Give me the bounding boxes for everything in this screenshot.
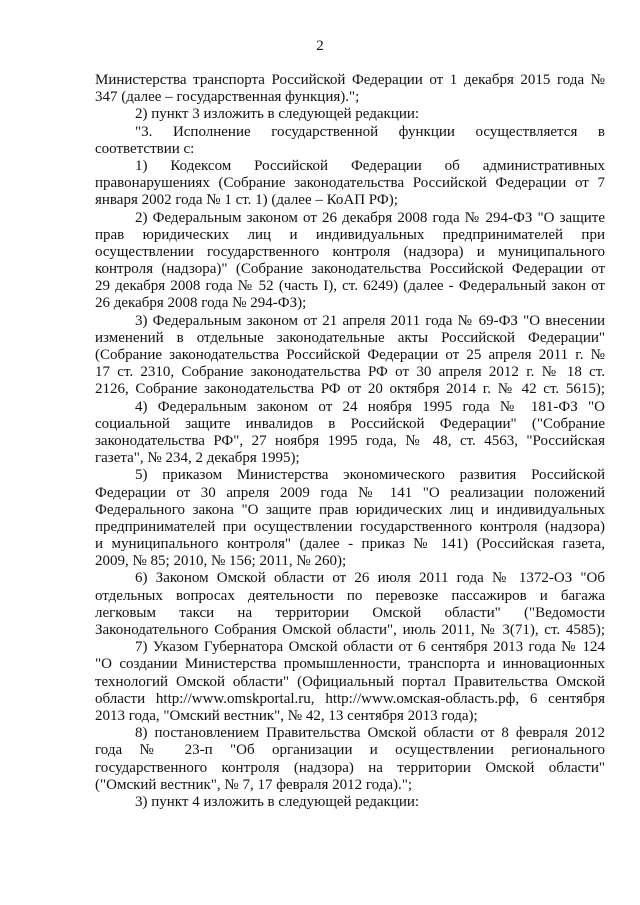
text-line: 3) Федеральным законом от 21 апреля 2011 года № 69-ФЗ "О внесении — [135, 312, 605, 329]
text-line: соответствии с: — [95, 140, 195, 157]
text-line: января 2002 года № 1 ст. 1) (далее – КоАП РФ); — [95, 192, 398, 209]
text-line: области http://www.omskportal.ru, http://www.омская-область.рф, 6 сентября — [95, 690, 605, 707]
text-line: 347 (далее – государственная функция)."; — [95, 89, 360, 106]
text-line: 3) пункт 4 изложить в следующей редакции: — [135, 793, 420, 810]
text-line: 2) Федеральным законом от 26 декабря 2008 года № 294-ФЗ "О защите — [135, 209, 605, 226]
text-line: отдельных вопросах деятельности по перевозке пассажиров и багажа — [95, 587, 605, 604]
text-line: социальной защите инвалидов в Российской Федерации" ("Собрание — [95, 415, 605, 432]
text-line: 2013 года, "Омский вестник", № 42, 13 сентября 2013 года); — [95, 707, 478, 724]
text-line: предпринимателей при осуществлении государственного контроля (надзора) — [95, 518, 605, 535]
text-line: 2126, Собрание законодательства РФ от 20 октября 2014 г. № 42 ст. 5615); — [95, 381, 605, 398]
text-line: 4) Федеральным законом от 24 ноября 1995 года № 181-ФЗ "О — [135, 398, 605, 415]
text-line: 2009, № 85; 2010, № 156; 2011, № 260); — [95, 553, 347, 570]
text-line: ("Омский вестник", № 7, 17 февраля 2012 года)."; — [95, 776, 413, 793]
text-line: 1) Кодексом Российской Федерации об административных — [135, 157, 605, 174]
text-line: и муниципального контроля" (далее - приказ № 141) (Российская газета, — [95, 536, 605, 553]
text-line: 17 ст. 2310, Собрание законодательства РФ от 30 апреля 2012 г. № 18 ст. — [95, 364, 605, 381]
text-line: 5) приказом Министерства экономического развития Российской — [135, 467, 605, 484]
text-line: легковым такси на территории Омской области" ("Ведомости — [95, 604, 605, 621]
text-line: законодательства РФ", 27 ноября 1995 года, № 48, ст. 4563, "Российская — [95, 432, 605, 449]
document-body — [95, 72, 605, 811]
text-line: 8) постановлением Правительства Омской области от 8 февраля 2012 — [135, 725, 605, 742]
text-line: года № 23-п "Об организации и осуществлении регионального — [95, 742, 605, 759]
text-line: газета", № 234, 2 декабря 1995); — [95, 450, 300, 467]
text-line: технологий Омской области" (Официальный портал Правительства Омской — [95, 673, 605, 690]
text-line: "О создании Министерства промышленности, транспорта и инновационных — [95, 656, 605, 673]
text-line: 7) Указом Губернатора Омской области от 6 сентября 2013 года № 124 — [135, 639, 605, 656]
text-line: (Собрание законодательства Российской Федерации от 25 апреля 2011 г. № — [95, 347, 605, 363]
text-line: 2) пункт 3 изложить в следующей редакции: — [135, 106, 420, 123]
text-line: 6) Законом Омской области от 26 июля 2011 года № 1372-ОЗ "Об — [135, 570, 605, 587]
text-line: Федерального закона "О защите прав юридических лиц и индивидуальных — [95, 501, 605, 518]
text-line: 29 декабря 2008 года № 52 (часть I), ст. 6249) (далее - Федеральный закон от — [95, 278, 605, 295]
text-line: правонарушениях (Собрание законодательства Российской Федерации от 7 — [95, 175, 605, 192]
text-line: осуществлении государственного контроля (надзора) и муниципального — [95, 243, 605, 260]
text-line: прав юридических лиц и индивидуальных предпринимателей при — [95, 226, 605, 243]
text-line: контроля (надзора)" (Собрание законодательства Российской Федерации от — [95, 261, 605, 278]
text-line: Законодательного Собрания Омской области", июль 2011, № 3(71), ст. 4585); — [95, 622, 605, 638]
text-line: "3. Исполнение государственной функции осуществляется в — [135, 123, 605, 140]
text-line: Федерации от 30 апреля 2009 года № 141 "О реализации положений — [95, 484, 605, 501]
text-line: Министерства транспорта Российской Федерации от 1 декабря 2015 года № — [95, 72, 605, 88]
text-line: 26 декабря 2008 года № 294-ФЗ); — [95, 295, 307, 312]
text-line: государственного контроля (надзора) на территории Омской области" — [95, 759, 605, 776]
text-line: изменений в отдельные законодательные акты Российской Федерации" — [95, 329, 605, 346]
page-number: 2 — [316, 38, 324, 54]
